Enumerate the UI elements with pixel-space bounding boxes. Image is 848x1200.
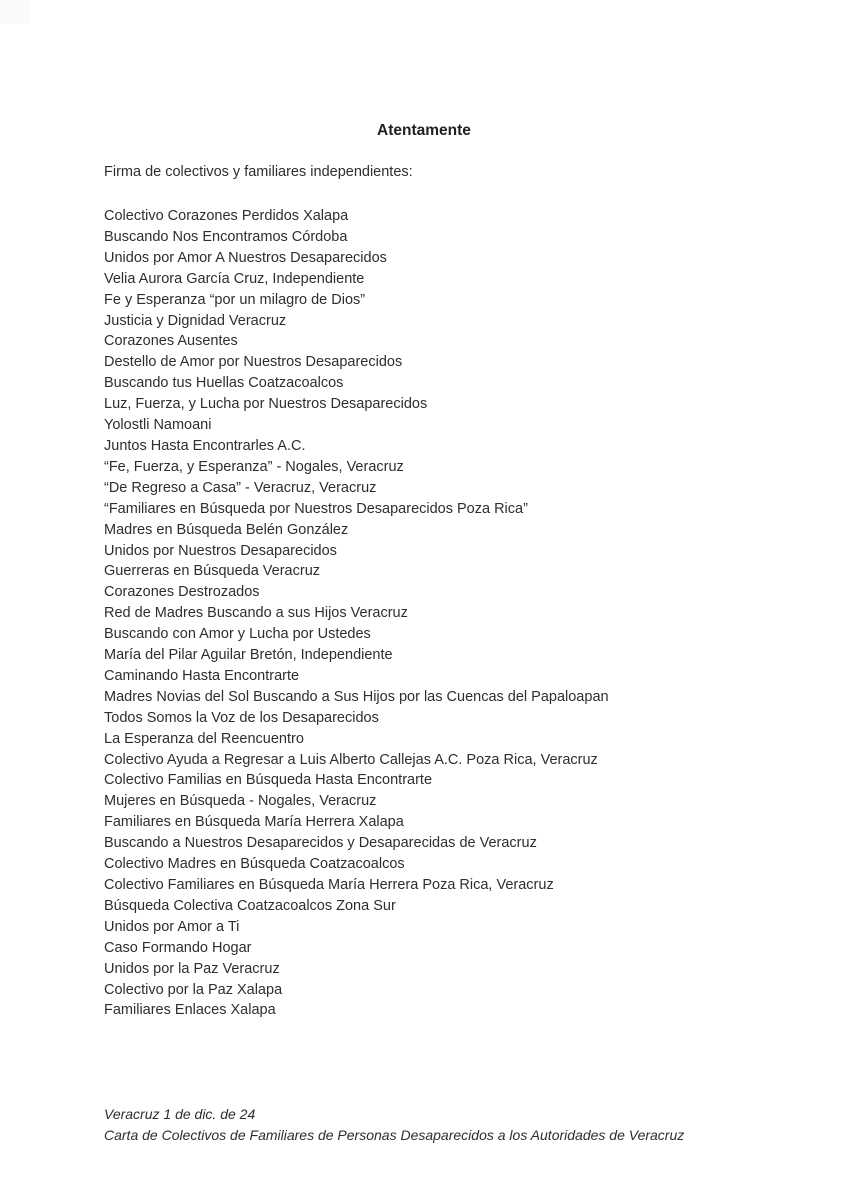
signatory-item: Caso Formando Hogar [104,939,252,956]
signatory-item: Madres Novias del Sol Buscando a Sus Hijos por las Cuencas del Papaloapan [104,688,609,705]
signatories-list [104,206,818,1021]
signatory-item: Buscando a Nuestros Desaparecidos y Desaparecidas de Veracruz [104,835,537,852]
signatory-item: Búsqueda Colectiva Coatzacoalcos Zona Sur [104,897,396,914]
signatory-item: Colectivo Madres en Búsqueda Coatzacoalcos [104,856,405,873]
signatory-item: Yolostli Namoani [104,417,212,434]
signatory-item: Red de Madres Buscando a sus Hijos Veracruz [104,605,408,622]
signatory-item: Mujeres en Búsqueda - Nogales, Veracruz [104,793,377,810]
signatory-item: “Familiares en Búsqueda por Nuestros Desaparecidos Poza Rica” [104,500,528,517]
signatory-item: María del Pilar Aguilar Bretón, Independiente [104,647,393,664]
footer-date-line: Veracruz 1 de dic. de 24 [104,1106,256,1122]
signatory-item: Colectivo Familias en Búsqueda Hasta Encontrarte [104,772,433,789]
intro-line: Firma de colectivos y familiares independientes: [104,164,413,180]
signatory-item: Destello de Amor por Nuestros Desaparecidos [104,354,403,371]
signatory-item: Buscando Nos Encontramos Córdoba [104,228,348,245]
signatory-item: Velia Aurora García Cruz, Independiente [104,270,365,287]
page-footer [104,1104,808,1146]
footer-title-line: Carta de Colectivos de Familiares de Personas Desaparecidos a los Autoridades de Veracruz [104,1127,685,1143]
signatory-item: Buscando con Amor y Lucha por Ustedes [104,626,371,643]
signatory-item: Familiares Enlaces Xalapa [104,1002,276,1019]
signatory-item: Corazones Destrozados [104,584,260,601]
signatory-item: Unidos por Amor a Ti [104,918,240,935]
signatory-item: Corazones Ausentes [104,333,238,350]
signatory-item: Unidos por Amor A Nuestros Desaparecidos [104,249,387,266]
signatory-item: Guerreras en Búsqueda Veracruz [104,563,321,580]
signatory-item: Unidos por la Paz Veracruz [104,960,280,977]
signatory-item: “De Regreso a Casa” - Veracruz, Veracruz [104,479,377,496]
signatory-item: “Fe, Fuerza, y Esperanza” - Nogales, Veracruz [104,458,404,475]
signatory-item: Justicia y Dignidad Veracruz [104,312,287,329]
signatory-item: Luz, Fuerza, y Lucha por Nuestros Desaparecidos [104,396,428,413]
signatory-item: Madres en Búsqueda Belén González [104,521,349,538]
signatory-item: Colectivo por la Paz Xalapa [104,981,283,998]
signatory-item: Colectivo Ayuda a Regresar a Luis Alberto Callejas A.C. Poza Rica, Veracruz [104,751,598,768]
closing-title: Atentamente [377,122,471,139]
signatory-item: Juntos Hasta Encontrarles A.C. [104,437,306,454]
signatory-item: Familiares en Búsqueda María Herrera Xalapa [104,814,404,831]
signatory-item: Colectivo Familiares en Búsqueda María Herrera Poza Rica, Veracruz [104,877,554,893]
signatory-item: Buscando tus Huellas Coatzacoalcos [104,375,344,392]
signatory-item: Todos Somos la Voz de los Desaparecidos [104,709,379,726]
signatory-item: Colectivo Corazones Perdidos Xalapa [104,208,349,224]
signatory-item: Caminando Hasta Encontrarte [104,667,300,684]
signatory-item: La Esperanza del Reencuentro [104,730,304,747]
signatory-item: Unidos por Nuestros Desaparecidos [104,542,337,559]
scan-artifact-corner [0,0,30,24]
signatory-item: Fe y Esperanza “por un milagro de Dios” [104,291,366,308]
